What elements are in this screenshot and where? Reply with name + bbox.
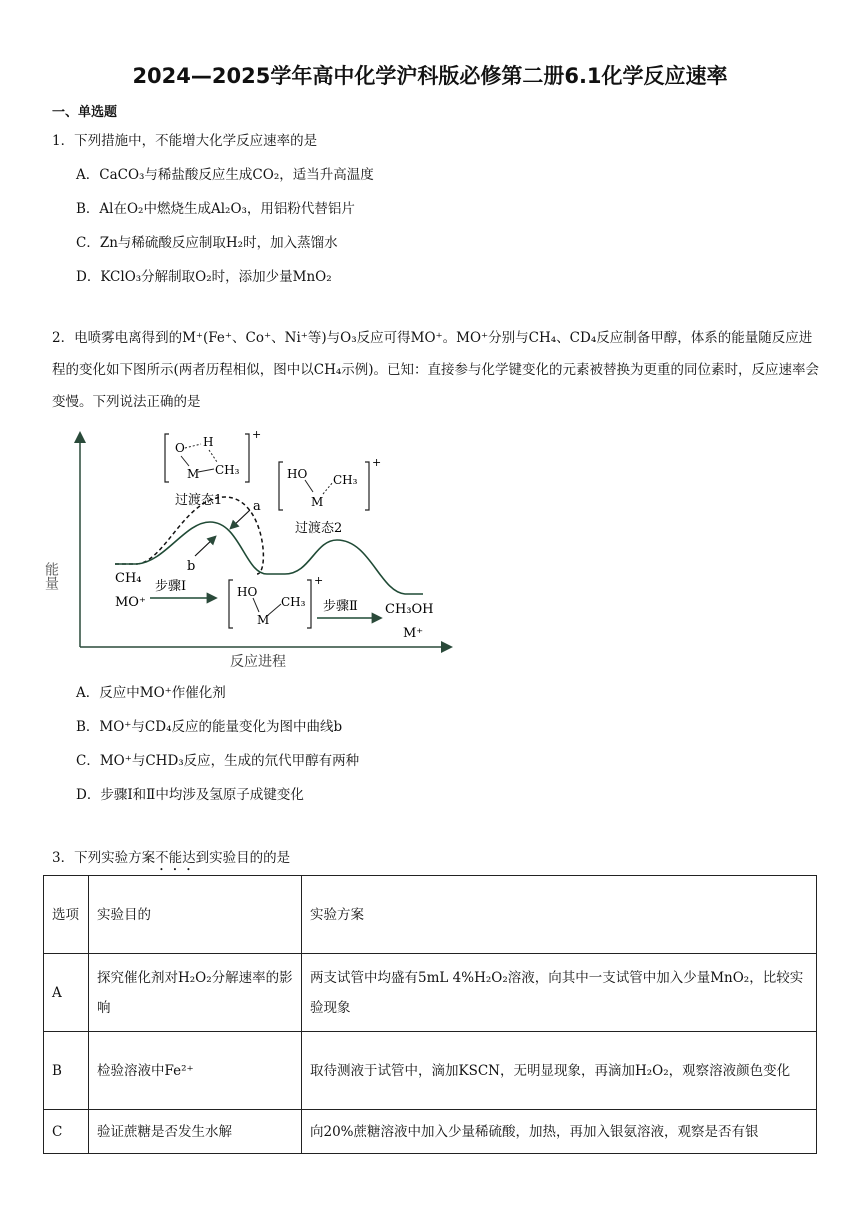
- int-ho: HO: [237, 585, 258, 599]
- table-cell-plan: 向20%蔗糖溶液中加入少量稀硫酸，加热，再加入银氨溶液，观察是否有银: [302, 1110, 817, 1154]
- table-header: 实验目的: [89, 876, 302, 954]
- section-heading: 一、单选题: [52, 105, 118, 120]
- table-row: [44, 1110, 817, 1154]
- table-cell-option: C: [44, 1110, 89, 1154]
- int-m: M: [257, 613, 270, 627]
- ts2-m: M: [311, 495, 324, 509]
- ts1-label: 过渡态1: [175, 493, 223, 508]
- page-title: 2024—2025学年高中化学沪科版必修第二册6.1化学反应速率: [132, 64, 728, 88]
- q2-option-d: D．步骤Ⅰ和Ⅱ中均涉及氢原子成键变化: [76, 787, 304, 803]
- q3-stem-emphasis: 不能达: [155, 850, 196, 866]
- q1-option-d: D．KClO₃分解制取O₂时，添加少量MnO₂: [76, 269, 332, 285]
- ts2-ho: HO: [287, 467, 308, 481]
- q1-option-b: B．Al在O₂中燃烧生成Al₂O₃，用铝粉代替铝片: [76, 201, 355, 217]
- ts1-o: O: [175, 441, 185, 455]
- ts1-ch3: CH₃: [215, 463, 240, 477]
- y-axis-label: 能量: [43, 562, 59, 590]
- step1-label: 步骤Ⅰ: [155, 579, 187, 594]
- q2-option-a: A．反应中MO⁺作催化剂: [76, 685, 226, 701]
- table-header: 实验方案: [302, 876, 817, 954]
- curve-a-pointer: [231, 510, 250, 528]
- q1-option-a: A．CaCO₃与稀盐酸反应生成CO₂，适当升高温度: [76, 167, 374, 183]
- table-cell-plan: 取待测液于试管中，滴加KSCN，无明显现象，再滴加H₂O₂，观察溶液颜色变化: [302, 1032, 817, 1110]
- ts1-plus: +: [252, 428, 262, 441]
- energy-diagram: [45, 422, 465, 672]
- step2-label: 步骤Ⅱ: [323, 599, 358, 614]
- reactant-ch4: CH₄: [115, 571, 142, 586]
- product-ch3oh: CH₃OH: [385, 602, 434, 617]
- table-cell-plan: 两支试管中均盛有5mL 4%H₂O₂溶液，向其中一支试管中加入少量MnO₂，比较实验现象: [302, 954, 817, 1032]
- curve-b-label: b: [187, 559, 196, 574]
- curve-a-label: a: [253, 499, 261, 514]
- x-axis-label: 反应进程: [230, 654, 286, 670]
- q2-stem: 2．电喷雾电离得到的M⁺(Fe⁺、Co⁺、Ni⁺等)与O₃反应可得MO⁺。MO⁺分别与CH₄、CD₄反应制备甲醇，体系的能量随反应进程的变化如下图所示(两者历程相似，图中以CH₄示例)。已知：直接参与化学键变化的元素被替换为更重的同位素时，反应速率会变慢。下列说法正确的是: [52, 330, 820, 410]
- ts2-label: 过渡态2: [295, 521, 343, 536]
- int-ch3: CH₃: [281, 595, 306, 609]
- table-row: [44, 954, 817, 1032]
- ts2-plus: +: [372, 456, 382, 469]
- curve-b-pointer: [195, 537, 215, 556]
- q2-option-c: C．MO⁺与CHD₃反应，生成的氘代甲醇有两种: [76, 753, 360, 769]
- q3-stem: 3．下列实验方案不能达到实验目的的是: [52, 850, 291, 866]
- reactant-mo: MO⁺: [115, 595, 146, 610]
- q1-option-c: C．Zn与稀硫酸反应制取H₂时，加入蒸馏水: [76, 235, 338, 251]
- table-row: [44, 1032, 817, 1110]
- table-header-row: [44, 876, 817, 954]
- ts1-m: M: [187, 467, 200, 481]
- ts2-ch3: CH₃: [333, 473, 358, 487]
- table-cell-goal: 验证蔗糖是否发生水解: [89, 1110, 302, 1154]
- ts1-h: H: [203, 435, 214, 449]
- table-cell-option: A: [44, 954, 89, 1032]
- product-m: M⁺: [403, 626, 424, 641]
- table-cell-goal: 探究催化剂对H₂O₂分解速率的影响: [89, 954, 302, 1032]
- q2-option-b: B．MO⁺与CD₄反应的能量变化为图中曲线b: [76, 719, 343, 735]
- table-cell-option: B: [44, 1032, 89, 1110]
- int-plus: +: [314, 574, 324, 587]
- table-cell-goal: 检验溶液中Fe²⁺: [89, 1032, 302, 1110]
- q3-table: [43, 875, 817, 1154]
- q1-stem: 1．下列措施中，不能增大化学反应速率的是: [52, 133, 318, 149]
- table-header: 选项: [44, 876, 89, 954]
